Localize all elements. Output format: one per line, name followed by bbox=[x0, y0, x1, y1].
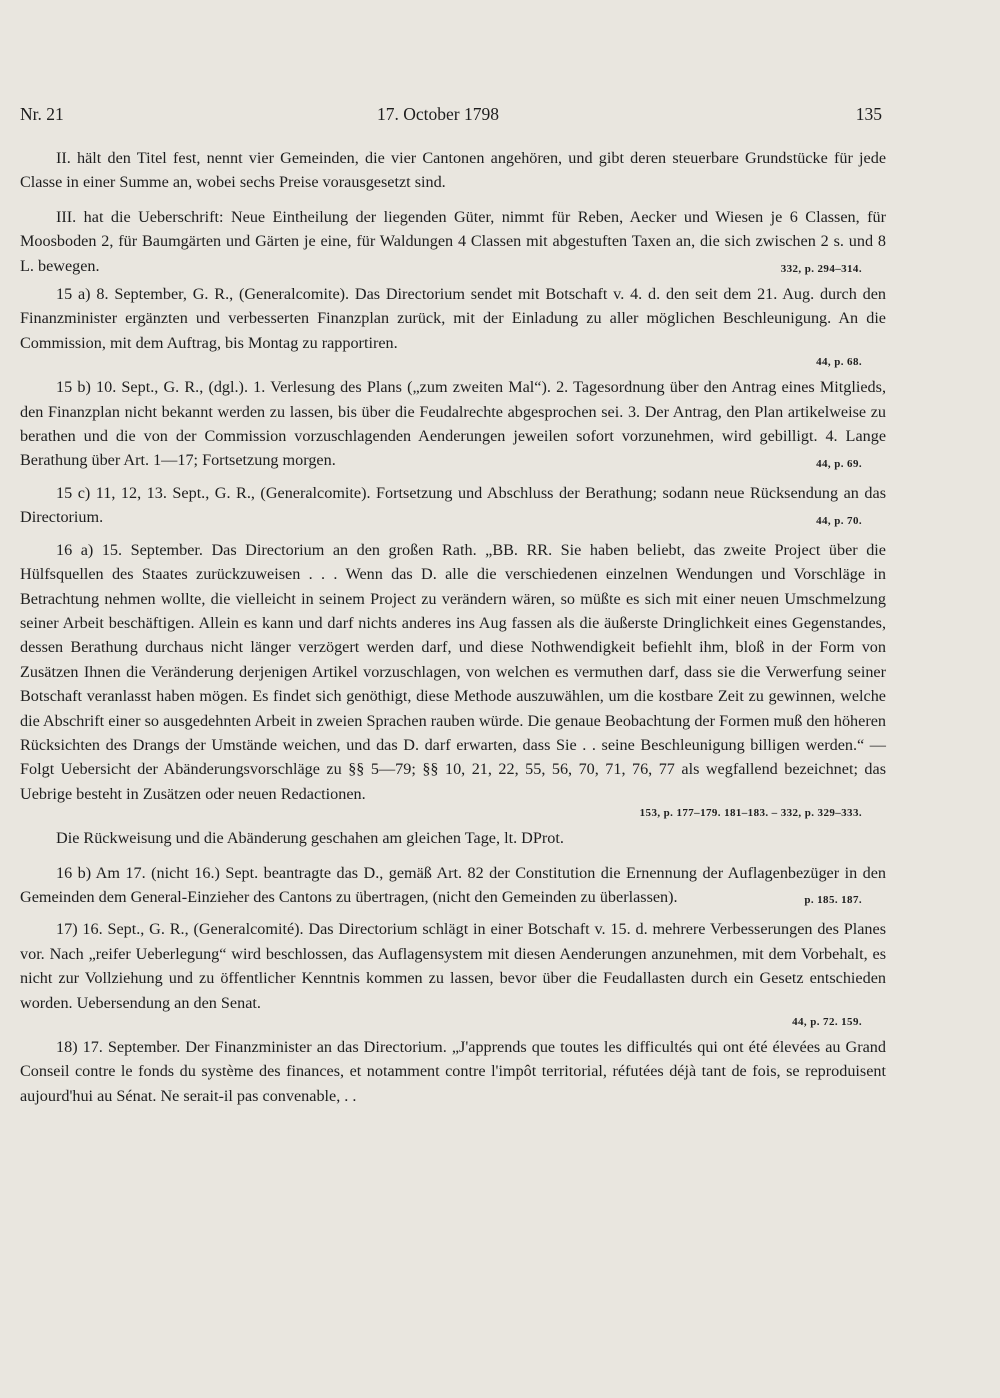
source-reference: 44, p. 68. bbox=[816, 356, 862, 369]
paragraph-ii: II. hält den Titel fest, nennt vier Gemeinden, die vier Cantonen angehören, und gibt deren steuerbare Grundstücke für jede Classe in einer Summe an, wobei sechs Preise vorausgesetzt sind. bbox=[20, 149, 886, 192]
source-reference: 44, p. 72. 159. bbox=[792, 1016, 862, 1028]
paragraph-17: 17) 16. Sept., G. R., (Generalcomité). Das Directorium schlägt in einer Botschaft v. 15. d. mehrere Verbesserungen des Planes vor. Nach „reifer Ueberlegung“ wird beschlossen, das Auflagensystem mit diesen Aenderungen anzunehmen, mit dem Vorbehalt, es nicht zur Vollziehung und zu öffentlicher Kenntnis kommen zu lassen, bevor über die Feudallasten durch ein Gesetz entschieden worden. Uebersendung an den Senat. bbox=[20, 920, 886, 1012]
document-body bbox=[20, 146, 886, 1108]
paragraph-15b: 15 b) 10. Sept., G. R., (dgl.). 1. Verlesung des Plans („zum zweiten Mal“). 2. Tagesordnung über den Antrag eines Mitglieds, den Finanzplan nicht bekannt werden zu lassen, bis über die Feudalrechte abgesprochen sei. 3. Der Antrag, den Plan artikelweise zu berathen und die von der Commission vorzuschlagenden Aenderungen jeweilen sofort vorzunehmen, wird gebilligt. 4. Lange Berathung über Art. 1—17; Fortsetzung morgen. bbox=[20, 378, 886, 470]
paragraph-18: 18) 17. September. Der Finanzminister an das Directorium. „J'apprends que toutes les difficultés qui ont été élevées au Grand Conseil contre le fonds du système des finances, et notamment contre l'impôt territorial, réfutées déjà tant de fois, se reproduisent aujourd'hui au Sénat. Ne serait-il pas convenable, . . bbox=[20, 1038, 886, 1105]
source-reference: 332, p. 294–314. bbox=[780, 263, 862, 276]
paragraph-15c: 15 c) 11, 12, 13. Sept., G. R., (Generalcomite). Fortsetzung und Abschluss der Berathung; sodann neue Rücksendung an das Directorium. bbox=[20, 483, 886, 527]
paragraph-16a: 16 a) 15. September. Das Directorium an den großen Rath. „BB. RR. Sie haben beliebt, das zweite Project über die Hülfsquellen des Staates zurückzuweisen . . . Wenn das D. alle die verschiedenen einzelnen Wendungen und Vorschläge in Betrachtung nehmen wollte, die vielleicht in seinem Project zu verändern wären, so müßte es sich mit einer neuen Umschmelzung seiner Arbeit beschäftigen. Allein es kann und darf nichts anderes ins Aug fassen als die äußerste Dringlichkeit eines Gegenstandes, dessen Berathung durchaus nicht länger verzögert werden darf, und diese Nothwendigkeit befiehlt ihm, bloß in der Form von Zusätzen Ihnen die Veränderung derjenigen Artikel vorzuschlagen, von welchen es vermuthen darf, dass sie die Verwerfung seiner Botschaft veranlasst haben mögen. Es findet sich genöthigt, diese Methode auszuwählen, um die kostbare Zeit zu gewinnen, welche die Abschrift einer so ausgedehnten Arbeit in zweien Sprachen rauben würde. Die genaue Beobachtung der Formen muß den höheren Rücksichten des Drangs der Umstände weichen, und das D. darf erwarten, dass Sie . . seine Beschleunigung billigen werden.“ — Folgt Uebersicht der Abänderungsvorschläge zu §§ 5—79; §§ 10, 21, 22, 55, 56, 70, 71, 76, 77 als wegfallend bezeichnet; das Uebrige besteht in Zusätzen oder neuen Redactionen. bbox=[20, 540, 886, 803]
paragraph-15a: 15 a) 8. September, G. R., (Generalcomite). Das Directorium sendet mit Botschaft v. 4. d. den seit dem 21. Aug. durch den Finanzminister ergänzten und verbesserten Finanzplan zurück, mit der Einladung zu aller möglichen Beschleunigung. An die Commission, mit dem Auftrag, bis Montag zu rapportiren. bbox=[20, 285, 886, 352]
source-reference: p. 185. 187. bbox=[804, 894, 862, 907]
paragraph-rueckweisung: Die Rückweisung und die Abänderung geschahen am gleichen Tage, lt. DProt. bbox=[56, 829, 564, 848]
source-reference: 44, p. 70. bbox=[816, 514, 862, 527]
page-number: 135 bbox=[855, 104, 882, 124]
header-date: 17. October 1798 bbox=[377, 104, 499, 124]
page-header bbox=[20, 104, 882, 130]
paragraph-iii: III. hat die Ueberschrift: Neue Eintheilung der liegenden Güter, nimmt für Reben, Aecker und Wiesen je 6 Classen, für Moosboden 2, für Baumgärten und Gärten je eine, für Waldungen 4 Classen mit abgestuften Taxen an, die sich zwischen 2 s. und 8 L. bewegen. bbox=[20, 207, 886, 275]
source-reference: 153, p. 177–179. 181–183. – 332, p. 329–333. bbox=[639, 807, 862, 820]
source-reference: 44, p. 69. bbox=[816, 457, 862, 470]
document-number: Nr. 21 bbox=[20, 104, 64, 124]
paragraph-16b: 16 b) Am 17. (nicht 16.) Sept. beantragte das D., gemäß Art. 82 der Constitution die Ernennung der Auflagenbezüger in den Gemeinden dem General-Einzieher des Cantons zu übertragen, (nicht den Gemeinden zu überlassen). bbox=[20, 863, 886, 906]
